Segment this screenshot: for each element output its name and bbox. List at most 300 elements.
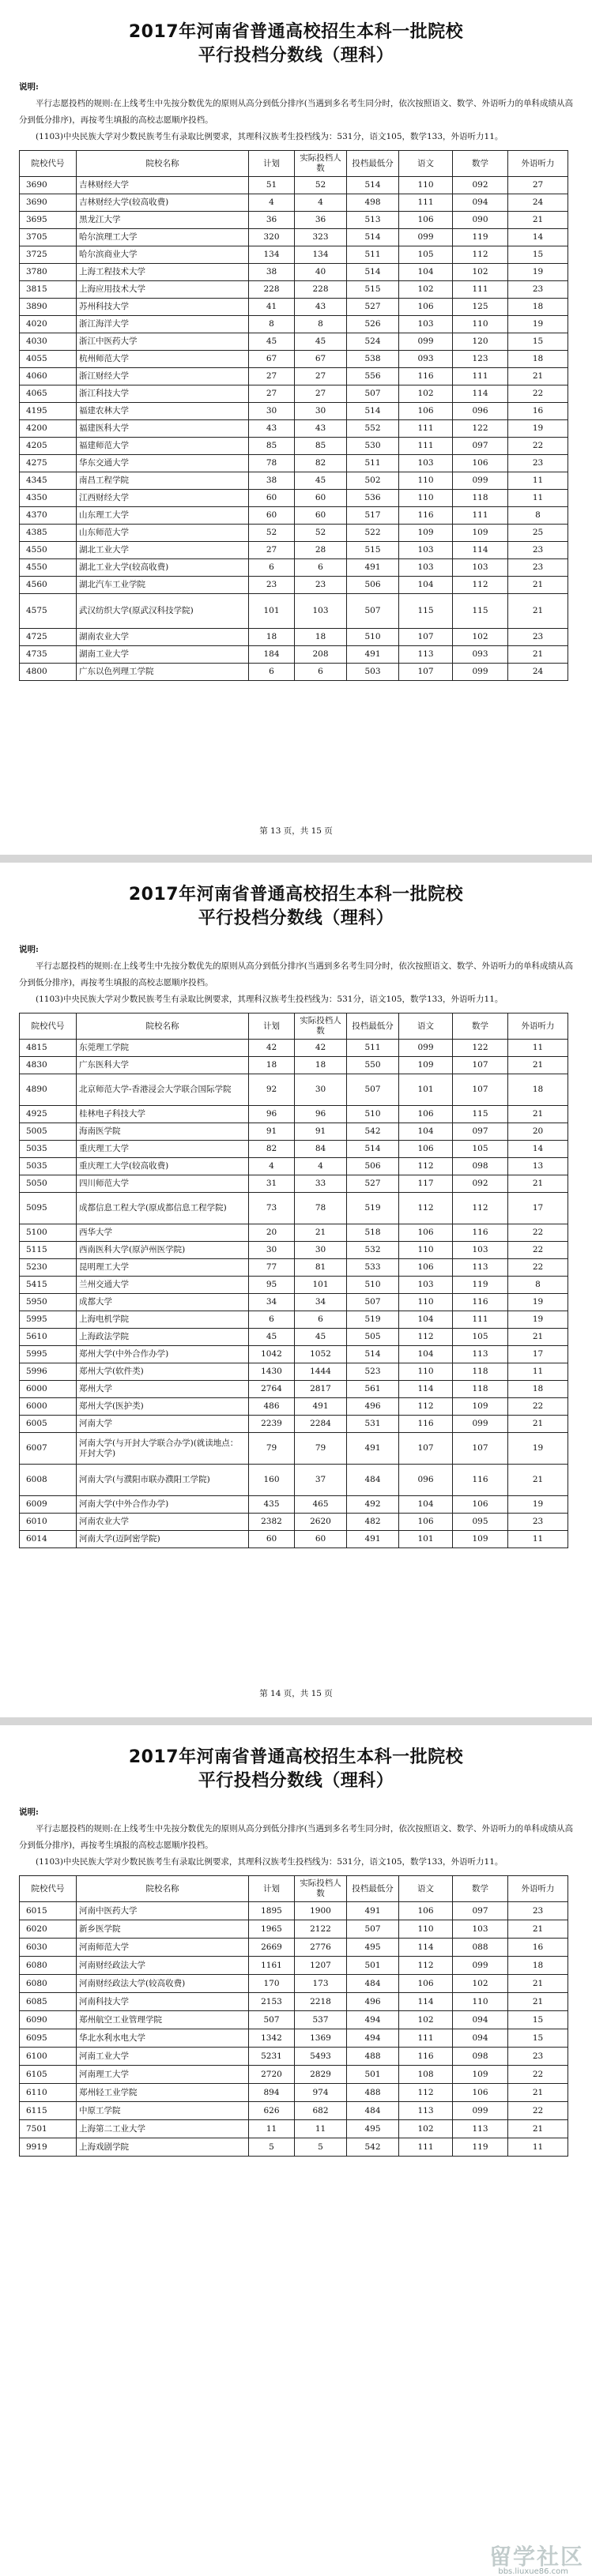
cell-chinese: 107 [399,664,453,681]
cell-min-score: 498 [347,194,399,212]
page-title-line1: 2017年河南省普通高校招生本科一批院校 [128,1747,464,1767]
cell-school-name: 兰州交通大学 [77,1277,249,1294]
cell-chinese: 116 [399,2048,453,2066]
cell-plan: 1342 [249,2029,295,2048]
cell-plan: 91 [249,1123,295,1141]
cell-plan: 170 [249,1975,295,1993]
cell-code: 6110 [20,2084,77,2102]
cell-min-score: 507 [347,385,399,403]
cell-admitted: 2122 [295,1920,347,1939]
cell-math: 099 [453,1416,508,1433]
cell-min-score: 514 [347,403,399,420]
cell-chinese: 109 [399,525,453,542]
cell-plan: 2239 [249,1416,295,1433]
cell-admitted: 4 [295,194,347,212]
cell-plan: 4 [249,194,295,212]
cell-school-name: 西华大学 [77,1224,249,1242]
cell-admitted: 45 [295,333,347,351]
cell-chinese: 107 [399,629,453,646]
cell-math: 103 [453,1242,508,1259]
cell-admitted: 2620 [295,1514,347,1531]
cell-plan: 52 [249,525,295,542]
cell-listening: 21 [508,1975,568,1993]
page-footer: 第 13 页，共 15 页 [259,826,333,836]
cell-min-score: 542 [347,1123,399,1141]
table-row [20,368,568,385]
cell-school-name: 郑州大学 [77,1381,249,1398]
table-row [20,1311,568,1329]
cell-chinese: 096 [399,1465,453,1496]
cell-plan: 34 [249,1294,295,1311]
cell-chinese: 093 [399,351,453,368]
cell-math: 095 [453,1514,508,1531]
cell-admitted: 52 [295,525,347,542]
cell-plan: 134 [249,246,295,264]
cell-math: 109 [453,1398,508,1416]
cell-plan: 4 [249,1158,295,1175]
cell-admitted: 60 [295,490,347,507]
cell-listening: 21 [508,1465,568,1496]
cell-admitted: 6 [295,664,347,681]
cell-school-name: 重庆理工大学 [77,1141,249,1158]
cell-chinese: 108 [399,2066,453,2084]
cell-chinese: 106 [399,1514,453,1531]
cell-min-score: 491 [347,559,399,577]
cell-listening: 18 [508,1957,568,1975]
header-cell: 院校名称 [77,151,249,177]
cell-school-name: 河南中医药大学 [77,1902,249,1920]
cell-chinese: 114 [399,1939,453,1957]
cell-listening: 23 [508,2048,568,2066]
score-table-1 [19,150,568,681]
cell-listening: 17 [508,1346,568,1363]
cell-admitted: 85 [295,438,347,455]
cell-school-name: 河南财经政法大学(较高收费) [77,1975,249,1993]
cell-math: 102 [453,1975,508,1993]
cell-listening: 15 [508,2029,568,2048]
cell-chinese: 104 [399,1123,453,1141]
cell-chinese: 111 [399,420,453,438]
cell-math: 118 [453,1363,508,1381]
cell-math: 112 [453,246,508,264]
cell-min-score: 556 [347,368,399,385]
table-row [20,1416,568,1433]
table-row [20,385,568,403]
cell-chinese: 103 [399,316,453,333]
cell-code: 6009 [20,1496,77,1514]
page-separator [0,1717,592,1725]
cell-plan: 82 [249,1141,295,1158]
cell-school-name: 华东交通大学 [77,455,249,472]
table-row [20,542,568,559]
header-cell: 院校代号 [20,1876,77,1902]
cell-school-name: 湖北工业大学(较高收费) [77,559,249,577]
cell-school-name: 杭州师范大学 [77,351,249,368]
cell-code: 5035 [20,1158,77,1175]
table-row [20,1242,568,1259]
notes-label: 说明: [19,1807,39,1817]
header-cell: 语文 [399,151,453,177]
cell-plan: 60 [249,490,295,507]
table-row [20,2138,568,2157]
cell-min-score: 507 [347,1074,399,1106]
cell-math: 097 [453,1902,508,1920]
cell-chinese: 105 [399,246,453,264]
cell-plan: 1042 [249,1346,295,1363]
cell-listening: 21 [508,1920,568,1939]
cell-admitted: 2284 [295,1416,347,1433]
header-cell: 语文 [399,1876,453,1902]
table-row [20,1398,568,1416]
cell-code: 4800 [20,664,77,681]
cell-admitted: 323 [295,229,347,246]
cell-listening: 11 [508,1531,568,1548]
cell-code: 6007 [20,1433,77,1465]
cell-min-score: 515 [347,542,399,559]
cell-chinese: 116 [399,368,453,385]
cell-listening: 23 [508,1514,568,1531]
cell-math: 092 [453,177,508,194]
score-table-2 [19,1013,568,1548]
cell-school-name: 河南大学 [77,1416,249,1433]
cell-chinese: 106 [399,403,453,420]
cell-plan: 96 [249,1106,295,1123]
table-row [20,472,568,490]
cell-admitted: 43 [295,299,347,316]
table-row [20,1957,568,1975]
cell-code: 4200 [20,420,77,438]
cell-min-score: 496 [347,1398,399,1416]
cell-plan: 228 [249,281,295,299]
cell-code: 6014 [20,1531,77,1548]
cell-plan: 38 [249,472,295,490]
cell-listening: 21 [508,1416,568,1433]
cell-min-score: 533 [347,1259,399,1277]
cell-min-score: 501 [347,2066,399,2084]
cell-school-name: 浙江中医药大学 [77,333,249,351]
header-cell: 实际投档人数 [295,1876,347,1902]
cell-code: 4020 [20,316,77,333]
cell-code: 3695 [20,212,77,229]
cell-admitted: 79 [295,1433,347,1465]
cell-admitted: 96 [295,1106,347,1123]
cell-admitted: 84 [295,1141,347,1158]
cell-math: 088 [453,1939,508,1957]
cell-plan: 2669 [249,1939,295,1957]
cell-admitted: 82 [295,455,347,472]
cell-school-name: 河南工业大学 [77,2048,249,2066]
cell-school-name: 吉林财经大学(较高收费) [77,194,249,212]
table-row [20,1057,568,1074]
cell-plan: 2764 [249,1381,295,1398]
table-row [20,1465,568,1496]
cell-code: 5415 [20,1277,77,1294]
table-row [20,664,568,681]
cell-plan: 42 [249,1040,295,1057]
cell-school-name: 广东医科大学 [77,1057,249,1074]
cell-admitted: 42 [295,1040,347,1057]
cell-math: 109 [453,1531,508,1548]
cell-chinese: 101 [399,1531,453,1548]
cell-math: 105 [453,1329,508,1346]
cell-code: 3725 [20,246,77,264]
cell-chinese: 112 [399,2084,453,2102]
table-row [20,1224,568,1242]
cell-school-name: 江西财经大学 [77,490,249,507]
cell-math: 098 [453,1158,508,1175]
cell-min-score: 510 [347,1106,399,1123]
cell-plan: 60 [249,1531,295,1548]
cell-plan: 160 [249,1465,295,1496]
cell-plan: 77 [249,1259,295,1277]
table-row [20,646,568,664]
cell-plan: 36 [249,212,295,229]
cell-admitted: 45 [295,1329,347,1346]
notes-paragraph-2: (1103)中央民族大学对少数民族考生有录取比例要求，其理科汉族考生投档线为：531分，语文105，数学133，外语听力11。 [36,995,503,1004]
table-row [20,1939,568,1957]
cell-admitted: 18 [295,629,347,646]
cell-code: 6105 [20,2066,77,2084]
cell-math: 112 [453,577,508,594]
cell-school-name: 湖北工业大学 [77,542,249,559]
cell-admitted: 8 [295,316,347,333]
cell-plan: 45 [249,1329,295,1346]
cell-listening: 24 [508,664,568,681]
cell-math: 106 [453,455,508,472]
cell-math: 111 [453,507,508,525]
cell-chinese: 112 [399,1398,453,1416]
page-title-line1: 2017年河南省普通高校招生本科一批院校 [128,885,464,904]
cell-min-score: 536 [347,490,399,507]
cell-plan: 20 [249,1224,295,1242]
table-row [20,281,568,299]
cell-min-score: 519 [347,1193,399,1224]
table-row [20,507,568,525]
cell-math: 109 [453,525,508,542]
cell-chinese: 106 [399,1259,453,1277]
cell-admitted: 28 [295,542,347,559]
cell-code: 5050 [20,1175,77,1193]
cell-listening: 23 [508,542,568,559]
cell-listening: 20 [508,1123,568,1141]
cell-min-score: 494 [347,2029,399,2048]
cell-school-name: 福建师范大学 [77,438,249,455]
notes-paragraph-2: (1103)中央民族大学对少数民族考生有录取比例要求，其理科汉族考生投档线为：531分，语文105，数学133，外语听力11。 [36,1857,503,1867]
cell-plan: 18 [249,1057,295,1074]
cell-school-name: 河南大学(与开封大学联合办学)(就读地点：开封大学) [77,1433,249,1465]
cell-chinese: 110 [399,1363,453,1381]
cell-listening: 22 [508,438,568,455]
table-row [20,333,568,351]
cell-chinese: 114 [399,1993,453,2011]
cell-school-name: 南昌工程学院 [77,472,249,490]
cell-admitted: 1900 [295,1902,347,1920]
cell-min-score: 511 [347,1040,399,1057]
cell-code: 4055 [20,351,77,368]
cell-code: 5095 [20,1193,77,1224]
cell-code: 5230 [20,1259,77,1277]
table-header-row [20,1013,568,1040]
cell-math: 092 [453,1175,508,1193]
cell-school-name: 苏州科技大学 [77,299,249,316]
cell-code: 5950 [20,1294,77,1311]
cell-math: 097 [453,1123,508,1141]
cell-listening: 21 [508,577,568,594]
cell-min-score: 506 [347,577,399,594]
cell-math: 107 [453,1074,508,1106]
cell-listening: 21 [508,1993,568,2011]
cell-plan: 320 [249,229,295,246]
cell-code: 3815 [20,281,77,299]
cell-admitted: 45 [295,472,347,490]
cell-code: 4830 [20,1057,77,1074]
cell-school-name: 华北水利水电大学 [77,2029,249,2048]
cell-chinese: 112 [399,1329,453,1346]
cell-listening: 18 [508,299,568,316]
table-row [20,1514,568,1531]
cell-listening: 13 [508,1158,568,1175]
cell-plan: 486 [249,1398,295,1416]
cell-math: 099 [453,1957,508,1975]
header-cell: 院校代号 [20,151,77,177]
cell-listening: 22 [508,2102,568,2120]
cell-chinese: 104 [399,1311,453,1329]
table-row [20,1259,568,1277]
cell-school-name: 重庆理工大学(较高收费) [77,1158,249,1175]
cell-plan: 6 [249,1311,295,1329]
cell-code: 6085 [20,1993,77,2011]
header-cell: 外语听力 [508,1013,568,1040]
cell-admitted: 465 [295,1496,347,1514]
cell-school-name: 郑州航空工业管理学院 [77,2011,249,2029]
cell-plan: 45 [249,333,295,351]
cell-math: 093 [453,646,508,664]
cell-chinese: 104 [399,1496,453,1514]
cell-plan: 2382 [249,1514,295,1531]
cell-chinese: 112 [399,1193,453,1224]
cell-chinese: 104 [399,577,453,594]
table-row [20,1123,568,1141]
table-row [20,525,568,542]
cell-plan: 60 [249,507,295,525]
cell-school-name: 湖南工业大学 [77,646,249,664]
cell-min-score: 527 [347,1175,399,1193]
cell-admitted: 101 [295,1277,347,1294]
cell-listening: 22 [508,385,568,403]
cell-chinese: 102 [399,2011,453,2029]
cell-listening: 22 [508,1224,568,1242]
cell-school-name: 成都信息工程大学(原成都信息工程学院) [77,1193,249,1224]
header-cell: 语文 [399,1013,453,1040]
cell-chinese: 117 [399,1175,453,1193]
cell-chinese: 110 [399,1242,453,1259]
header-cell: 计划 [249,1876,295,1902]
cell-min-score: 514 [347,177,399,194]
cell-admitted: 27 [295,368,347,385]
cell-math: 122 [453,1040,508,1057]
cell-math: 123 [453,351,508,368]
table-row [20,246,568,264]
cell-listening: 11 [508,1040,568,1057]
cell-listening: 18 [508,351,568,368]
cell-chinese: 110 [399,1294,453,1311]
cell-listening: 21 [508,1175,568,1193]
cell-math: 103 [453,559,508,577]
cell-math: 111 [453,368,508,385]
page-title-line1: 2017年河南省普通高校招生本科一批院校 [128,22,464,42]
cell-listening: 15 [508,2011,568,2029]
header-cell: 计划 [249,1013,295,1040]
cell-min-score: 531 [347,1416,399,1433]
cell-listening: 8 [508,507,568,525]
cell-plan: 30 [249,403,295,420]
table-row [20,1531,568,1548]
table-row [20,1329,568,1346]
cell-plan: 5 [249,2138,295,2157]
cell-min-score: 507 [347,594,399,629]
cell-plan: 894 [249,2084,295,2102]
cell-math: 113 [453,2120,508,2138]
cell-chinese: 106 [399,1902,453,1920]
cell-admitted: 67 [295,351,347,368]
cell-listening: 25 [508,525,568,542]
cell-math: 116 [453,1465,508,1496]
cell-listening: 21 [508,368,568,385]
table-row [20,2102,568,2120]
cell-math: 116 [453,1224,508,1242]
cell-min-score: 514 [347,1141,399,1158]
cell-plan: 1895 [249,1902,295,1920]
cell-min-score: 491 [347,1531,399,1548]
cell-admitted: 4 [295,1158,347,1175]
cell-listening: 19 [508,1496,568,1514]
cell-school-name: 湖北汽车工业学院 [77,577,249,594]
cell-school-name: 上海戏剧学院 [77,2138,249,2157]
cell-listening: 19 [508,264,568,281]
cell-math: 114 [453,542,508,559]
cell-admitted: 228 [295,281,347,299]
header-cell: 数学 [453,1876,508,1902]
header-cell: 外语听力 [508,1876,568,1902]
table-row [20,1993,568,2011]
table-row [20,577,568,594]
cell-code: 6008 [20,1465,77,1496]
cell-admitted: 81 [295,1259,347,1277]
cell-min-score: 561 [347,1381,399,1398]
cell-listening: 16 [508,1939,568,1957]
cell-min-score: 502 [347,472,399,490]
table-row [20,2048,568,2066]
cell-admitted: 103 [295,594,347,629]
table-row [20,229,568,246]
cell-plan: 5231 [249,2048,295,2066]
cell-listening: 18 [508,1381,568,1398]
cell-min-score: 482 [347,1514,399,1531]
table-row [20,1363,568,1381]
cell-school-name: 桂林电子科技大学 [77,1106,249,1123]
cell-listening: 21 [508,2084,568,2102]
table-row [20,2029,568,2048]
cell-admitted: 52 [295,177,347,194]
cell-min-score: 515 [347,281,399,299]
cell-min-score: 501 [347,1957,399,1975]
cell-code: 5996 [20,1363,77,1381]
cell-listening: 8 [508,1277,568,1294]
cell-admitted: 1444 [295,1363,347,1381]
cell-listening: 19 [508,1311,568,1329]
cell-code: 4195 [20,403,77,420]
cell-math: 105 [453,1141,508,1158]
